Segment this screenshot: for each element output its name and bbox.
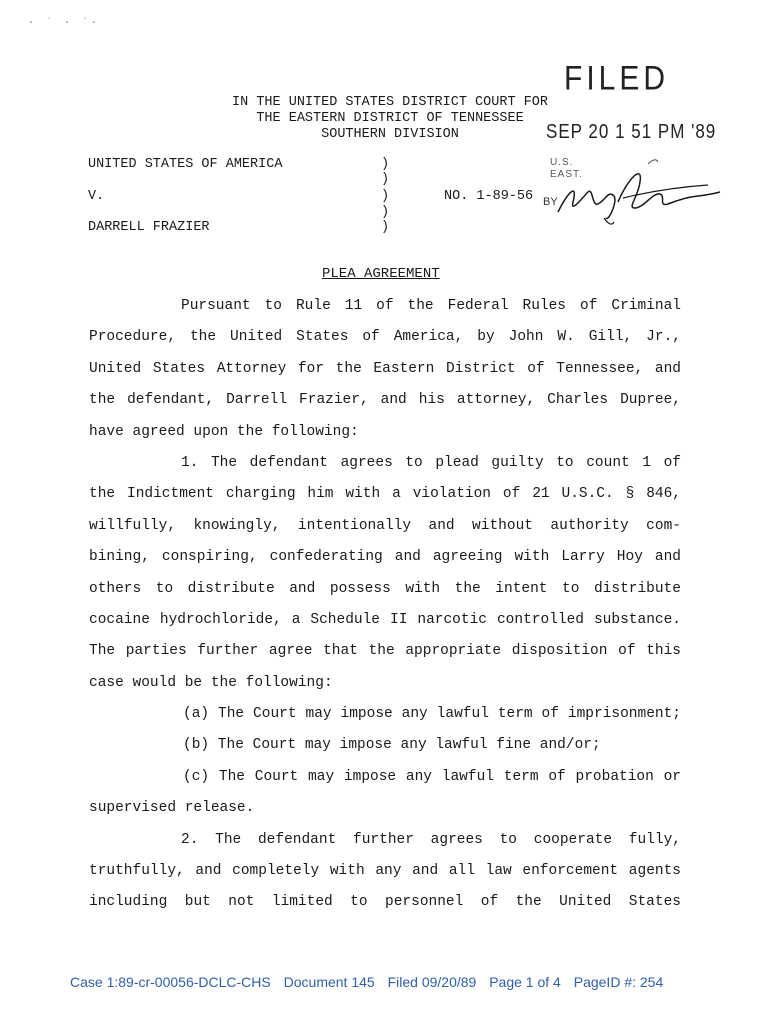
stamp-east-text: EAST. [550,169,583,180]
body-line: cocaine hydrochloride, a Schedule II narcotic controlled substance. [89,611,681,628]
stamp-by-text: BY [543,196,558,208]
footer-page-id: PageID #: 254 [573,974,664,990]
caption-paren: ) [381,189,390,204]
body-line: The parties further agree that the appropriate disposition of this [89,643,681,660]
body-line: others to distribute and possess with the intent to distribute [89,580,681,597]
stamp-us-text: U.S. [550,157,574,168]
document-body [89,291,681,919]
document-title: PLEA AGREEMENT [322,266,440,282]
court-heading-line-3: SOUTHERN DIVISION [321,127,459,142]
body-line: Pursuant to Rule 11 of the Federal Rules of Criminal [181,298,681,314]
filed-stamp: FILED [564,59,670,98]
caption-paren: ) [381,220,390,235]
body-line: (c) The Court may impose any lawful term of probation or [183,768,681,785]
body-line: bining, conspiring, confederating and agreeing with Larry Hoy and [89,549,681,566]
caption-paren: ) [381,157,390,172]
body-line: have agreed upon the following: [89,423,359,440]
clerk-signature [548,152,723,232]
caption-versus: V. [88,189,105,204]
filed-stamp-date: SEP 20 1 51 PM '89 [546,120,717,143]
case-number: NO. 1-89-56 [444,189,534,204]
body-line: the Indictment charging him with a violation of 21 U.S.C. § 846, [89,486,681,503]
body-line: United States Attorney for the Eastern District of Tennessee, and [89,360,681,377]
body-line: willfully, knowingly, intentionally and without authority com- [89,517,681,534]
caption-paren: ) [381,205,390,220]
body-line: Procedure, the United States of America, by John W. Gill, Jr., [89,329,681,346]
body-line: the defendant, Darrell Frazier, and his attorney, Charles Dupree, [89,392,681,409]
footer-document-number: Document 145 [283,974,375,990]
caption-defendant: DARRELL FRAZIER [88,220,210,235]
body-line: (a) The Court may impose any lawful term of imprisonment; [183,706,681,723]
footer-case-number: Case 1:89-cr-00056-DCLC-CHS [70,974,271,990]
caption-paren: ) [381,172,390,187]
body-line: 2. The defendant further agrees to cooperate fully, [181,831,681,848]
body-line: including but not limited to personnel of the United States [89,894,681,911]
body-line: truthfully, and completely with any and all law enforcement agents [89,863,681,880]
court-heading-line-2: THE EASTERN DISTRICT OF TENNESSEE [256,111,524,126]
docket-footer [70,974,672,990]
body-line: supervised release. [89,800,255,817]
footer-filed-date: Filed 09/20/89 [387,974,477,990]
footer-page-number: Page 1 of 4 [489,974,561,990]
scan-specks: · ˈ · ˈ· [28,18,101,29]
court-heading-line-1: IN THE UNITED STATES DISTRICT COURT FOR [232,95,548,110]
body-line: case would be the following: [89,674,333,691]
body-line: 1. The defendant agrees to plead guilty to count 1 of [181,454,681,471]
body-line: (b) The Court may impose any lawful fine and/or; [183,737,601,754]
caption-plaintiff: UNITED STATES OF AMERICA [88,157,283,172]
